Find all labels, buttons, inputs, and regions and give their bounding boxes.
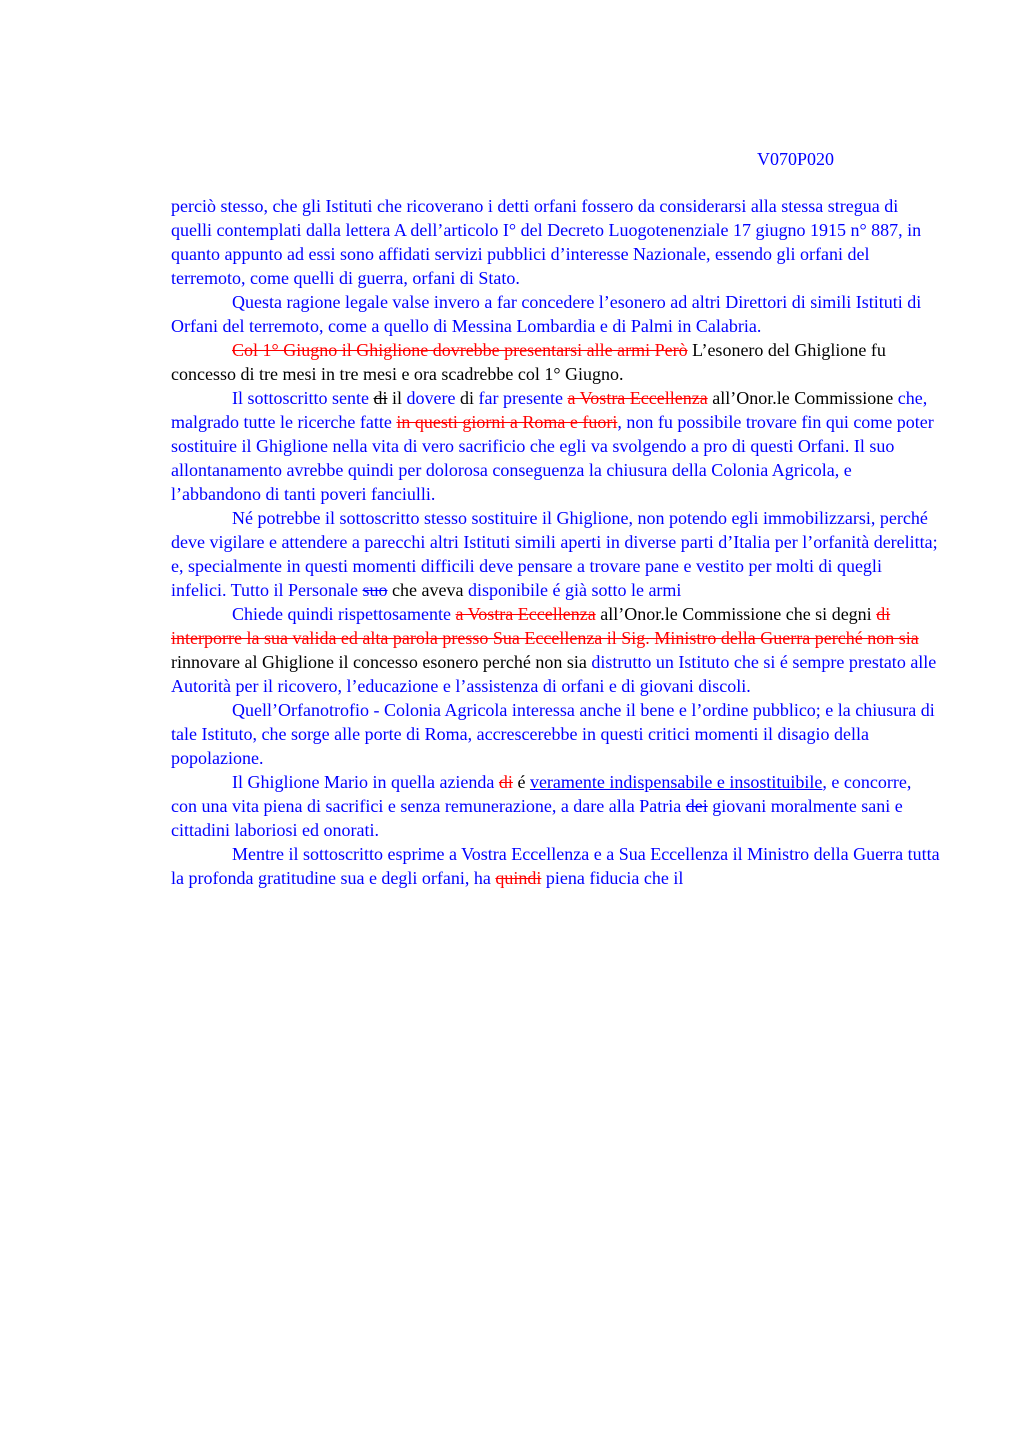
text-inserted: Questa ragione legale valse invero a far concedere l’esonero ad altri Direttori di simili Istituti di Orfani del terremoto, come a quello di Messina Lombardia e di Palmi in Calabria.: [171, 292, 922, 336]
paragraph-7: [171, 698, 941, 770]
text-deleted: di: [498, 772, 513, 792]
text-underlined: veramente indispensabile e insostituibile: [529, 772, 823, 792]
text-inserted: disponibile é già sotto le armi: [467, 580, 682, 600]
paragraph-1: [171, 194, 941, 290]
text-inserted: , e concorre, con una vita piena di sacrifici e senza remunerazione, a dare alla Patria: [171, 772, 912, 816]
paragraph-2: [171, 290, 941, 338]
text-deleted: a Vostra Eccellenza: [567, 388, 708, 408]
text-inserted: giovani moralmente sani e cittadini laboriosi ed onorati.: [171, 796, 903, 840]
text-original: di: [455, 388, 479, 408]
text-deleted-inserted: suo: [362, 580, 388, 600]
paragraph-6: [171, 602, 941, 698]
text-original: L’esonero del Ghiglione fu concesso di tre mesi in tre mesi e ora scadrebbe col 1° Giugno.: [171, 340, 886, 384]
paragraph-3: [171, 338, 941, 386]
text-inserted: perciò stesso, che gli Istituti che ricoverano i detti orfani fossero da considerarsi alla stessa stregua di quelli contemplati dalla lettera A dell’articolo I° del Decreto Luogotenenziale 17 giugno 1915 n° 887, in quanto appunto ad essi sono affidati servizi pubblici d’interesse Nazionale, essendo gli orfani del terremoto, come quelli di guerra, orfani di Stato.: [171, 196, 922, 288]
text-inserted: Mentre il sottoscritto esprime a Vostra Eccellenza e a Sua Eccellenza il Ministro della Guerra tutta la profonda gratitudine sua e degli orfani, ha: [171, 844, 940, 888]
text-inserted: piena fiducia che il: [541, 868, 684, 888]
text-original: che aveva: [387, 580, 468, 600]
text-inserted: Quell’Orfanotrofio - Colonia Agricola interessa anche il bene e l’ordine pubblico; e la chiusura di tale Istituto, che sorge alle porte di Roma, accrescerebbe in questi critici momenti il disagio della popolazione.: [171, 700, 935, 768]
text-deleted: a Vostra Eccellenza: [455, 604, 596, 624]
text-inserted: dovere: [406, 388, 456, 408]
document-body: [171, 194, 941, 890]
text-inserted: Chiede quindi rispettosamente: [232, 604, 456, 624]
paragraph-4: [171, 386, 941, 506]
text-original: il: [387, 388, 407, 408]
text-inserted: far presente: [478, 388, 563, 408]
text-original: all’Onor.le Commissione che si degni: [595, 604, 877, 624]
text-original: é: [512, 772, 530, 792]
text-inserted: Né potrebbe il sottoscritto stesso sostituire il Ghiglione, non potendo egli immobilizzarsi, perché deve vigilare e attendere a parecchi altri Istituti simili aperti in diverse parti d’Italia per l’orfanità derelitta; e, specialmente in questi momenti difficili deve pensare a trovare pane e vestito per molti di quegli infelici. Tutto il Personale: [171, 508, 938, 600]
text-deleted-original: di: [373, 388, 388, 408]
paragraph-5: [171, 506, 941, 602]
text-original: rinnovare al Ghiglione il concesso esonero perché non sia: [171, 652, 592, 672]
text-inserted: distrutto un Istituto che si é sempre prestato alle Autorità per il ricovero, l’educazione e l’assistenza di orfani e di giovani discoli.: [171, 652, 937, 696]
text-original: all’Onor.le Commissione: [707, 388, 898, 408]
text-inserted: Il sottoscritto sente: [232, 388, 374, 408]
paragraph-9: [171, 842, 941, 890]
text-deleted-inserted: dei: [685, 796, 708, 816]
page-identifier: V070P020: [757, 149, 835, 169]
text-deleted: Col 1° Giugno il Ghiglione dovrebbe presentarsi alle armi Però: [232, 340, 688, 360]
text-deleted: quindi: [495, 868, 542, 888]
text-inserted: che, malgrado tutte le ricerche fatte: [171, 388, 928, 432]
text-inserted: Il Ghiglione Mario in quella azienda: [232, 772, 499, 792]
text-inserted: , non fu possibile trovare fin qui come poter sostituire il Ghiglione nella vita di vero sacrificio che egli va svolgendo a pro di questi Orfani. Il suo allontanamento avrebbe quindi per dolorosa conseguenza la chiusura della Colonia Agricola, e l’abbandono di tanti poveri fanciulli.: [171, 412, 934, 504]
text-deleted: in questi giorni a Roma e fuori: [396, 412, 618, 432]
text-deleted: di interporre la sua valida ed alta parola presso Sua Eccellenza il Sig. Ministro della Guerra perché non sia: [171, 604, 919, 648]
paragraph-8: [171, 770, 941, 842]
